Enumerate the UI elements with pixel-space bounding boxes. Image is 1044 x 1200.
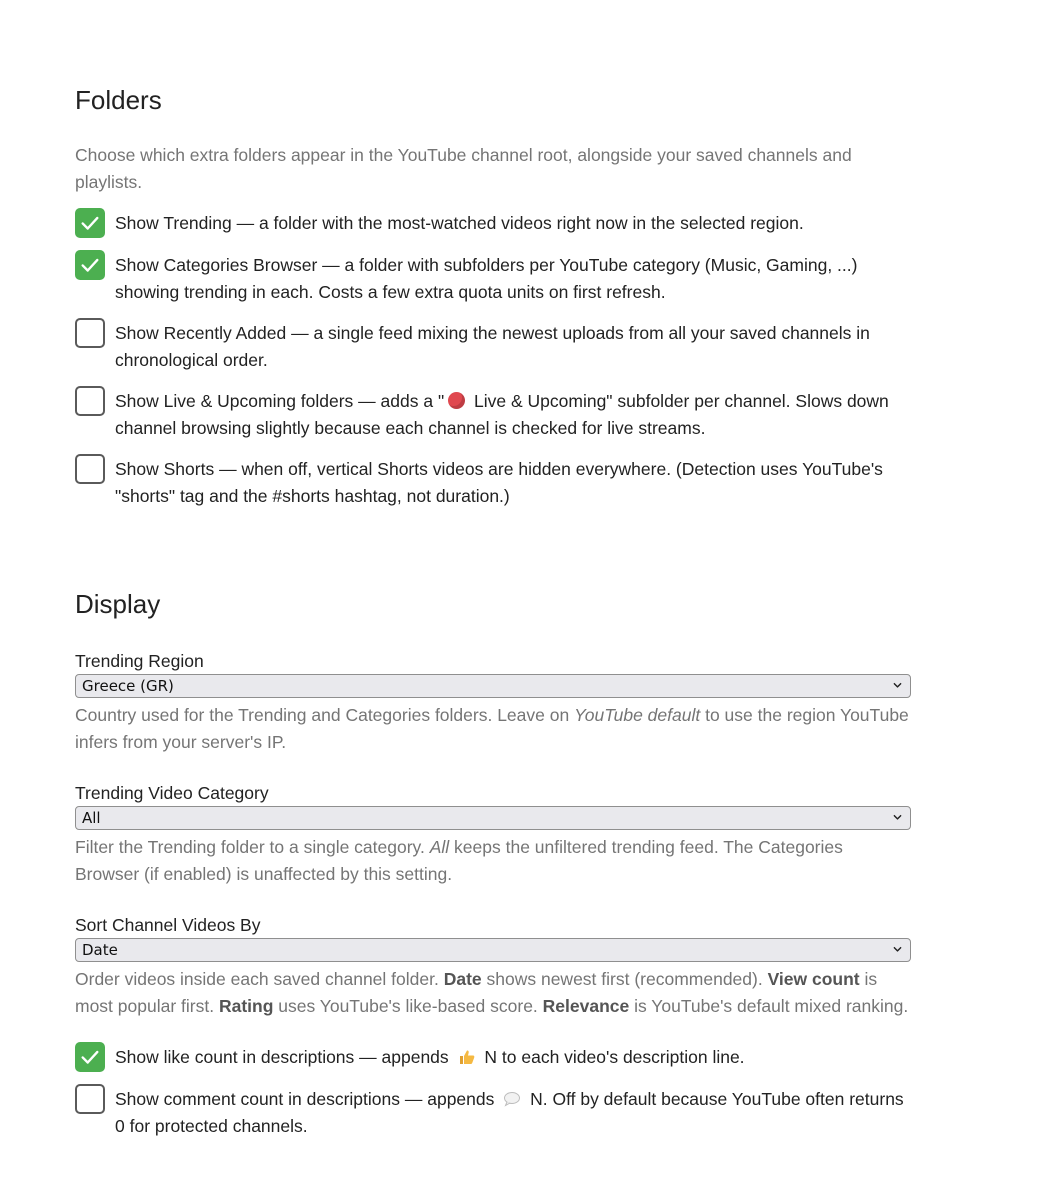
trending-category-help-em: All — [429, 837, 450, 857]
show-recently-added-checkbox[interactable] — [75, 318, 105, 348]
trending-region-label: Trending Region — [75, 651, 204, 671]
like-count-checkbox[interactable] — [75, 1042, 105, 1072]
sort-help-bold: Date — [443, 969, 482, 989]
show-trending-label: Show Trending — a folder with the most-watched videos right now in the selected region. — [115, 213, 804, 233]
sort-help-bold: Rating — [218, 996, 274, 1016]
sort-by-label: Sort Channel Videos By — [75, 915, 261, 935]
trending-region-help-start: Country used for the Trending and Categories folders. Leave on — [75, 705, 575, 725]
option-show-shorts[interactable] — [75, 456, 911, 510]
sort-by-value: Date — [82, 941, 118, 959]
trending-region-help — [75, 702, 911, 756]
option-show-live-upcoming[interactable] — [75, 388, 911, 442]
trending-region-help-em: YouTube default — [574, 705, 701, 725]
comment-count-label-end: N. Off by default because YouTube often returns 0 for protected channels. — [115, 1089, 904, 1136]
trending-region-field — [75, 650, 911, 756]
sort-by-help — [75, 966, 911, 1020]
checkmark-icon — [79, 1046, 101, 1068]
option-comment-count[interactable] — [75, 1086, 911, 1140]
sort-by-field — [75, 914, 911, 1020]
sort-help-text: Order videos inside each saved channel folder. — [75, 969, 444, 989]
option-show-recently-added[interactable] — [75, 320, 911, 374]
trending-category-help — [75, 834, 911, 888]
red-circle-icon — [448, 392, 465, 409]
live-upcoming-label-start: Show Live & Upcoming folders — adds a " — [115, 391, 445, 411]
comment-count-checkbox[interactable] — [75, 1084, 105, 1114]
sort-by-select[interactable] — [75, 938, 911, 962]
trending-category-select[interactable] — [75, 806, 911, 830]
show-categories-browser-checkbox[interactable] — [75, 250, 105, 280]
comment-count-label-start: Show comment count in descriptions — appends — [115, 1089, 500, 1109]
settings-page — [75, 0, 911, 1140]
trending-category-value: All — [82, 809, 101, 827]
trending-region-select[interactable] — [75, 674, 911, 698]
trending-region-help-end: to use the region YouTube infers from your server's IP. — [75, 705, 909, 752]
show-recently-added-label: Show Recently Added — a single feed mixing the newest uploads from all your saved channels in chronological order. — [115, 323, 870, 370]
show-live-upcoming-label — [115, 388, 911, 442]
speech-bubble-icon — [503, 1091, 521, 1107]
chevron-down-icon — [893, 681, 902, 690]
display-section-title: Display — [75, 589, 161, 619]
trending-category-field — [75, 782, 911, 888]
live-upcoming-label-end: Live & Upcoming" subfolder per channel. Slows down channel browsing slightly because each channel is checked for live streams. — [115, 391, 889, 438]
chevron-down-icon — [893, 945, 902, 954]
folders-section-description: Choose which extra folders appear in the YouTube channel root, alongside your saved channels and playlists. — [75, 145, 852, 192]
like-count-label-start: Show like count in descriptions — appends — [115, 1047, 454, 1067]
option-show-trending[interactable] — [75, 210, 911, 238]
show-categories-browser-label: Show Categories Browser — a folder with subfolders per YouTube category (Music, Gaming, ...) showing trending in each. Costs a few extra quota units on first refresh. — [115, 255, 858, 302]
like-count-label-end: N to each video's description line. — [479, 1047, 745, 1067]
like-count-label — [115, 1044, 745, 1071]
folders-section-title: Folders — [75, 85, 162, 115]
checkmark-icon — [79, 254, 101, 276]
chevron-down-icon — [893, 813, 902, 822]
option-like-count[interactable] — [75, 1044, 911, 1072]
sort-help-text: shows newest first (recommended). — [481, 969, 768, 989]
show-shorts-label: Show Shorts — when off, vertical Shorts videos are hidden everywhere. (Detection uses YouTube's "shorts" tag and the #shorts hashtag, not duration.) — [115, 459, 883, 506]
trending-category-help-end: keeps the unfiltered trending feed. The Categories Browser (if enabled) is unaffected by this setting. — [75, 837, 843, 884]
trending-category-help-start: Filter the Trending folder to a single category. — [75, 837, 430, 857]
display-options — [75, 1044, 911, 1140]
checkmark-icon — [79, 212, 101, 234]
trending-category-label: Trending Video Category — [75, 783, 269, 803]
comment-count-label — [115, 1086, 911, 1140]
thumbs-up-icon — [458, 1048, 476, 1066]
sort-help-text: uses YouTube's like-based score. — [273, 996, 543, 1016]
show-shorts-checkbox[interactable] — [75, 454, 105, 484]
sort-help-text: is YouTube's default mixed ranking. — [629, 996, 909, 1016]
sort-help-bold: View count — [767, 969, 860, 989]
trending-region-value: Greece (GR) — [82, 677, 174, 695]
option-show-categories-browser[interactable] — [75, 252, 911, 306]
sort-help-text: is most popular first. — [75, 969, 878, 1016]
show-trending-checkbox[interactable] — [75, 208, 105, 238]
sort-help-bold: Relevance — [542, 996, 630, 1016]
show-live-upcoming-checkbox[interactable] — [75, 386, 105, 416]
